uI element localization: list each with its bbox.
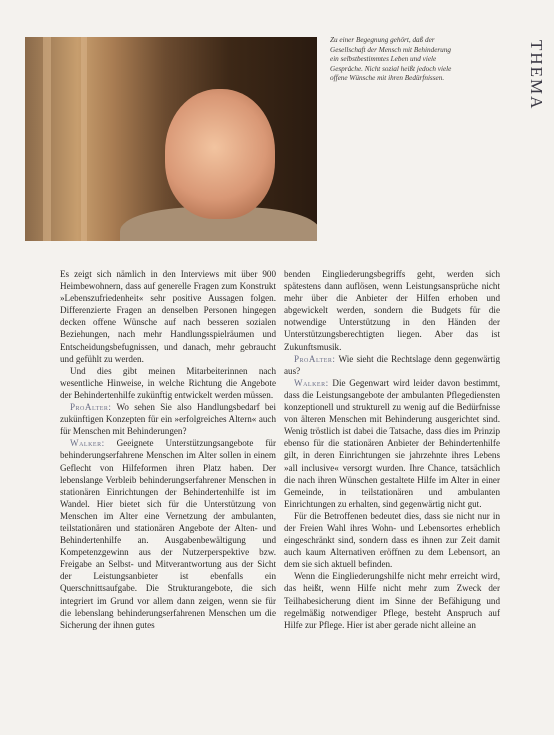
paragraph-text: Wo sehen Sie also Handlungsbedarf bei zukünftigen Konzepten für ein »erfolgreiches Altern« auch für Menschen mit Behinderungen? — [60, 402, 276, 437]
section-label: THEMA — [527, 40, 546, 111]
paragraph-text: benden Eingliederungsbegriffs geht, werden sich spätestens dann auflösen, wenn Leistungsansprüche nicht mehr über die Anbieter der Hilfen erhoben und abgewickelt werden, sondern die Budgets für die notwendige Unterstützung in den Händen der Unterstützungsberechtigten liegen. Aber das ist Zukunftsmusik. — [284, 269, 500, 352]
paragraph-text: Wenn die Eingliederungshilfe nicht mehr erreicht wird, das heißt, wenn Hilfe nicht mehr zum Zweck der Teilhabesicherung dient im Sinne der Befähigung und regelmäßig notwendiger Pflege, besteht Anspruch auf Hilfe zur Pflege. Hier ist aber gerade nicht alleine an — [284, 571, 500, 630]
speaker-label: ProAlter: — [294, 353, 336, 364]
photo-background-stripe — [43, 37, 51, 241]
paragraph — [60, 268, 276, 365]
left-column — [60, 268, 276, 631]
paragraph — [60, 401, 276, 437]
paragraph — [284, 268, 500, 353]
paragraph-text: Für die Betroffenen bedeutet dies, dass sie nicht nur in der Freien Wahl ihres Wohn- und Lebensortes erheblich eingeschränkt sind, sondern dass es ihnen zur Zeit damit auch kaum Alternativen eröffnen zu dem Lebensort, an dem sie sich aktuell befinden. — [284, 510, 500, 570]
paragraph — [284, 570, 500, 630]
paragraph — [60, 437, 276, 631]
paragraph-text: Und dies gibt meinen Mitarbeiterinnen nach wesentliche Hinweise, in welche Richtung die Angebote der Behindertenhilfe zukünftig entwickelt werden müssen. — [60, 365, 276, 400]
paragraph — [60, 365, 276, 401]
photo-background-stripe — [81, 37, 87, 241]
speaker-label: Walker: — [70, 438, 105, 449]
speaker-label: Walker: — [294, 377, 329, 388]
photo-face — [165, 89, 275, 219]
portrait-photo — [25, 37, 317, 241]
photo-caption: Zu einer Begegnung gehört, daß der Gesellschaft der Mensch mit Behinderung ein selbstbestimmtes Leben und viele Gespräche. Nicht sozial heißt jedoch viele offene Wünsche mit ihren Bedürfnissen. — [330, 36, 452, 83]
paragraph-text: Wie sieht die Rechtslage denn gegenwärtig aus? — [284, 353, 501, 376]
paragraph-text: Die Gegenwart wird leider davon bestimmt, dass die Leistungsangebote der ambulanten Pflegediensten konzeptionell und strukturell zu wenig auf die Bedürfnisse von älteren Menschen mit Behinderung ausgerichtet sind. Wenig tröstlich ist dabei die Tatsache, dass dies im Prinzip ebenso für die stationären Anbieter der Behindertenhilfe gilt, in deren Einrichtungen sie jahrzehnte ihres Lebens »all inclusive« versorgt wurden. Ihre Chance, tatsächlich die nach ihren Wünschen gestaltete Hilfe im Alter in einer Gemeinde, in teilstationären und ambulanten Einrichtungen zu erhalten, sind gegenwärtig nicht gut. — [284, 377, 500, 509]
paragraph-text: Es zeigt sich nämlich in den Interviews mit über 900 Heimbewohnern, dass auf generelle Fragen zum Konstrukt »Lebenszufriedenheit« sehr positive Aussagen folgen. Differenzierte Fragen an denselben Personen hingegen decken offene Wünsche auf nach besseren sozialen Beziehungen, nach mehr Handlungsspielräumen und Entscheidungsbefugnissen, und danach, mehr gebraucht und gefühlt zu werden. — [60, 269, 276, 364]
paragraph — [284, 510, 500, 570]
paragraph — [284, 377, 500, 510]
paragraph — [284, 353, 500, 377]
paragraph-text: Geeignete Unterstützungsangebote für behinderungserfahrene Menschen im Alter sollen in einem Geflecht von Hilfeformen ihren Platz haben. Der lebenslange Verbleib behinderungserfahrener Menschen in stationären Einrichtungen der Behindertenhilfe ist im Wandel. Hier bietet sich für die Unterstützung von Menschen im Alter eine Vernetzung der ambulanten, teilstationären und stationären Angebote der Alten- und Behindertenhilfe an. Ausgabenbewältigung und Kompetenzgewinn aus der Nutzerperspektive bzw. Freigabe an Selbst- und Mitverantwortung aus der Sicht der Leistungsanbieter ist ebenfalls ein Querschnittsaufgabe. Die Strukturangebote, die sich integriert im Grund vor allem dann zeigen, wenn sie für die lebenslang behinderungserfahrenen Menschen um die Sicherung der ihnen gutes — [60, 438, 276, 630]
right-column — [284, 268, 500, 631]
speaker-label: ProAlter: — [70, 402, 112, 413]
